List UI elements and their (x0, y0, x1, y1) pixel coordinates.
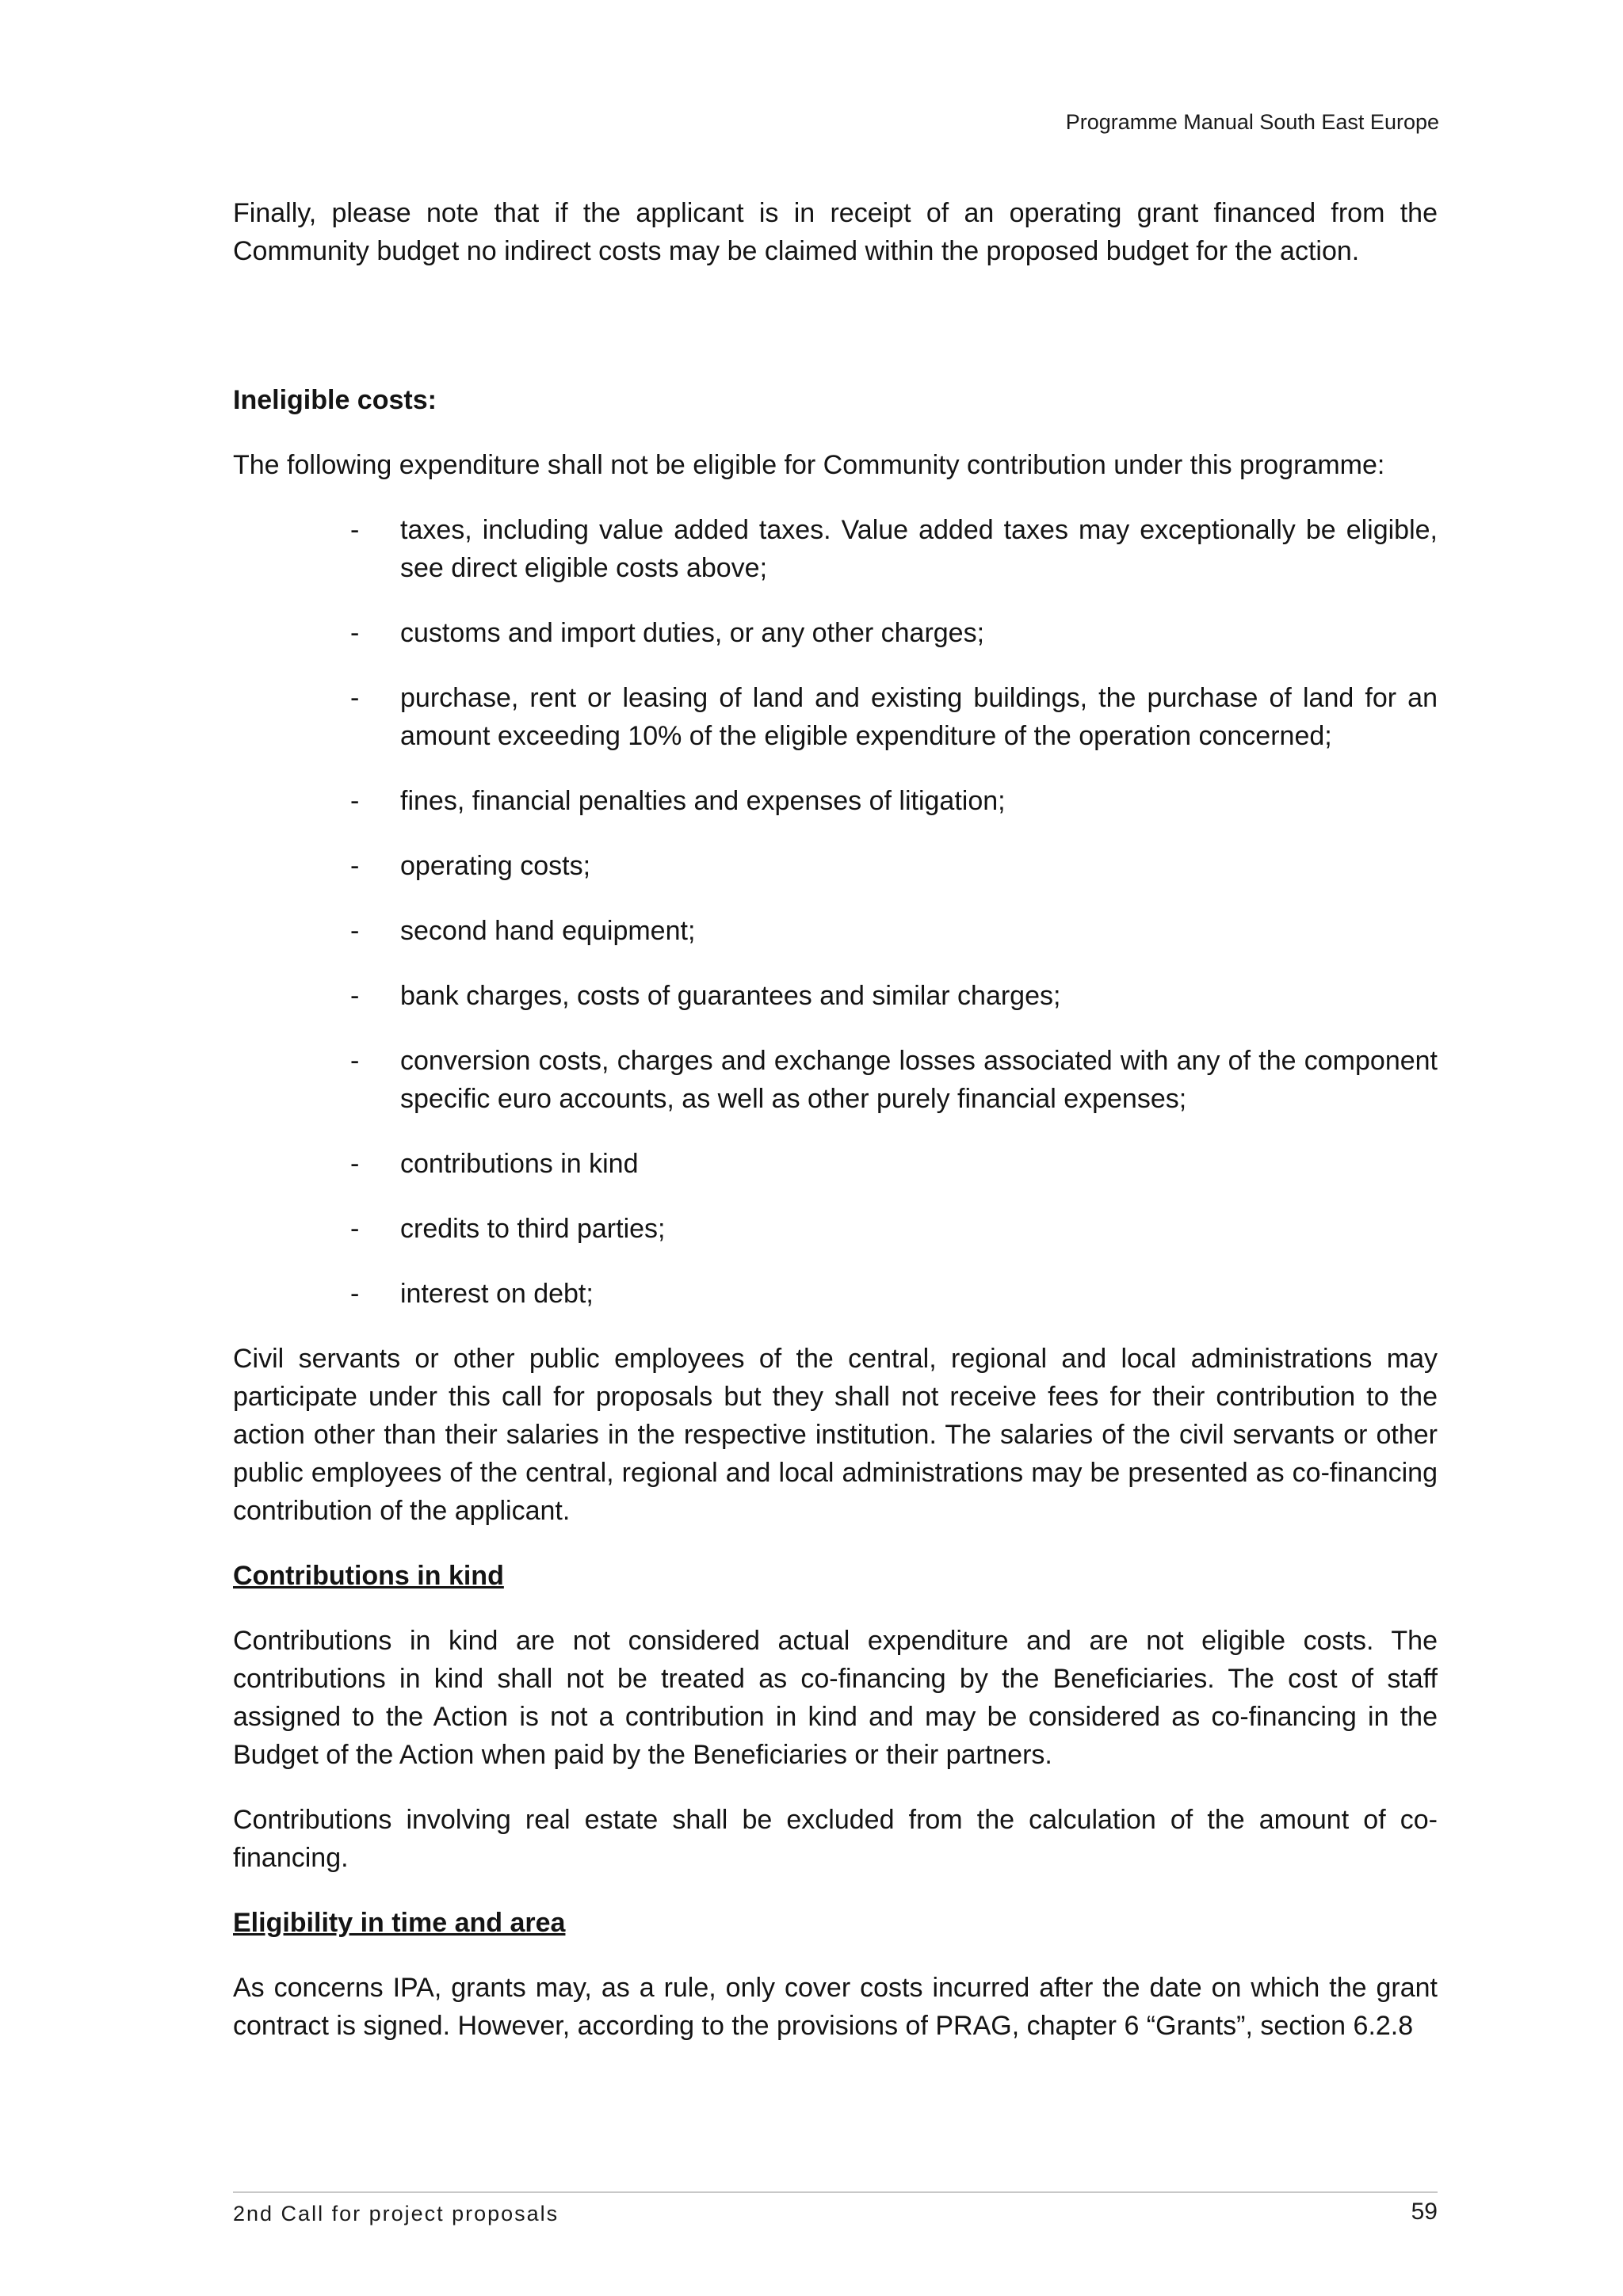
ineligible-cost-text: credits to third parties; (400, 1214, 666, 1244)
running-header: Programme Manual South East Europe (1065, 110, 1439, 134)
ineligible-cost-item (233, 912, 1438, 950)
ineligible-cost-item (233, 847, 1438, 885)
ineligible-cost-text: taxes, including value added taxes. Value added taxes may exceptionally be eligible, see direct eligible costs above; (400, 515, 1438, 583)
bullet-dash: - (350, 1279, 360, 1309)
ineligible-cost-text: contributions in kind (400, 1149, 639, 1179)
bullet-dash: - (350, 916, 360, 946)
ineligible-cost-item (233, 977, 1438, 1015)
ineligible-cost-text: bank charges, costs of guarantees and similar charges; (400, 981, 1061, 1011)
ineligible-cost-text: customs and import duties, or any other charges; (400, 618, 985, 648)
ineligible-cost-item (233, 1042, 1438, 1118)
ineligible-cost-item (233, 511, 1438, 587)
ineligible-cost-text: conversion costs, charges and exchange losses associated with any of the component specific euro accounts, as well as other purely financial expenses; (400, 1046, 1438, 1114)
page-body (233, 194, 1438, 2045)
bullet-dash: - (350, 683, 360, 713)
ineligible-cost-text: purchase, rent or leasing of land and existing buildings, the purchase of land for an amount exceeding 10% of the eligible expenditure of the operation concerned; (400, 683, 1438, 751)
ineligible-cost-text: second hand equipment; (400, 916, 696, 946)
bullet-dash: - (350, 1214, 360, 1244)
contributions-in-kind-paragraph-1: Contributions in kind are not considered actual expenditure and are not eligible costs. The contributions in kind shall not be treated as co-financing by the Beneficiaries. The cost of staff assigned to the Action is not a contribution in kind and may be considered as co-financing in the Budget of the Action when paid by the Beneficiaries or their partners. (233, 1626, 1438, 1770)
intro-paragraph: Finally, please note that if the applicant is in receipt of an operating grant financed from the Community budget no indirect costs may be claimed within the proposed budget for the action. (233, 198, 1438, 266)
bullet-dash: - (350, 786, 360, 816)
contributions-in-kind-heading: Contributions in kind (233, 1561, 504, 1591)
ineligible-cost-item (233, 614, 1438, 652)
ineligible-cost-item (233, 679, 1438, 755)
civil-servants-paragraph: Civil servants or other public employees of the central, regional and local administrations may participate under this call for proposals but they shall not receive fees for their contribution to the action other than their salaries in the respective institution. The salaries of the civil servants or other public employees of the central, regional and local administrations may be presented as co-financing contribution of the applicant. (233, 1344, 1438, 1526)
bullet-dash: - (350, 1046, 360, 1076)
eligibility-heading: Eligibility in time and area (233, 1908, 566, 1938)
page-number: 59 (1411, 2199, 1438, 2225)
ineligible-cost-text: fines, financial penalties and expenses of litigation; (400, 786, 1006, 816)
bullet-dash: - (350, 515, 360, 545)
ineligible-cost-item (233, 1275, 1438, 1313)
spacer (233, 270, 1438, 381)
ineligible-cost-item (233, 782, 1438, 820)
bullet-dash: - (350, 618, 360, 648)
bullet-dash: - (350, 981, 360, 1011)
contributions-in-kind-paragraph-2: Contributions involving real estate shall be excluded from the calculation of the amount of co-financing. (233, 1805, 1438, 1873)
footer-title: 2nd Call for project proposals (233, 2202, 559, 2225)
ineligible-cost-text: operating costs; (400, 851, 591, 881)
ineligible-cost-text: interest on debt; (400, 1279, 594, 1309)
ineligible-costs-lead: The following expenditure shall not be eligible for Community contribution under this programme: (233, 450, 1385, 480)
ineligible-costs-heading: Ineligible costs: (233, 385, 437, 415)
bullet-dash: - (350, 851, 360, 881)
ineligible-cost-item (233, 1145, 1438, 1183)
ineligible-cost-item (233, 1210, 1438, 1248)
footer-divider (233, 2191, 1438, 2193)
ineligible-costs-list (233, 511, 1438, 1313)
eligibility-paragraph-1: As concerns IPA, grants may, as a rule, only cover costs incurred after the date on which the grant contract is signed. However, according to the provisions of PRAG, chapter 6 “Grants”, section 6.2.8 (233, 1973, 1438, 2041)
bullet-dash: - (350, 1149, 360, 1179)
